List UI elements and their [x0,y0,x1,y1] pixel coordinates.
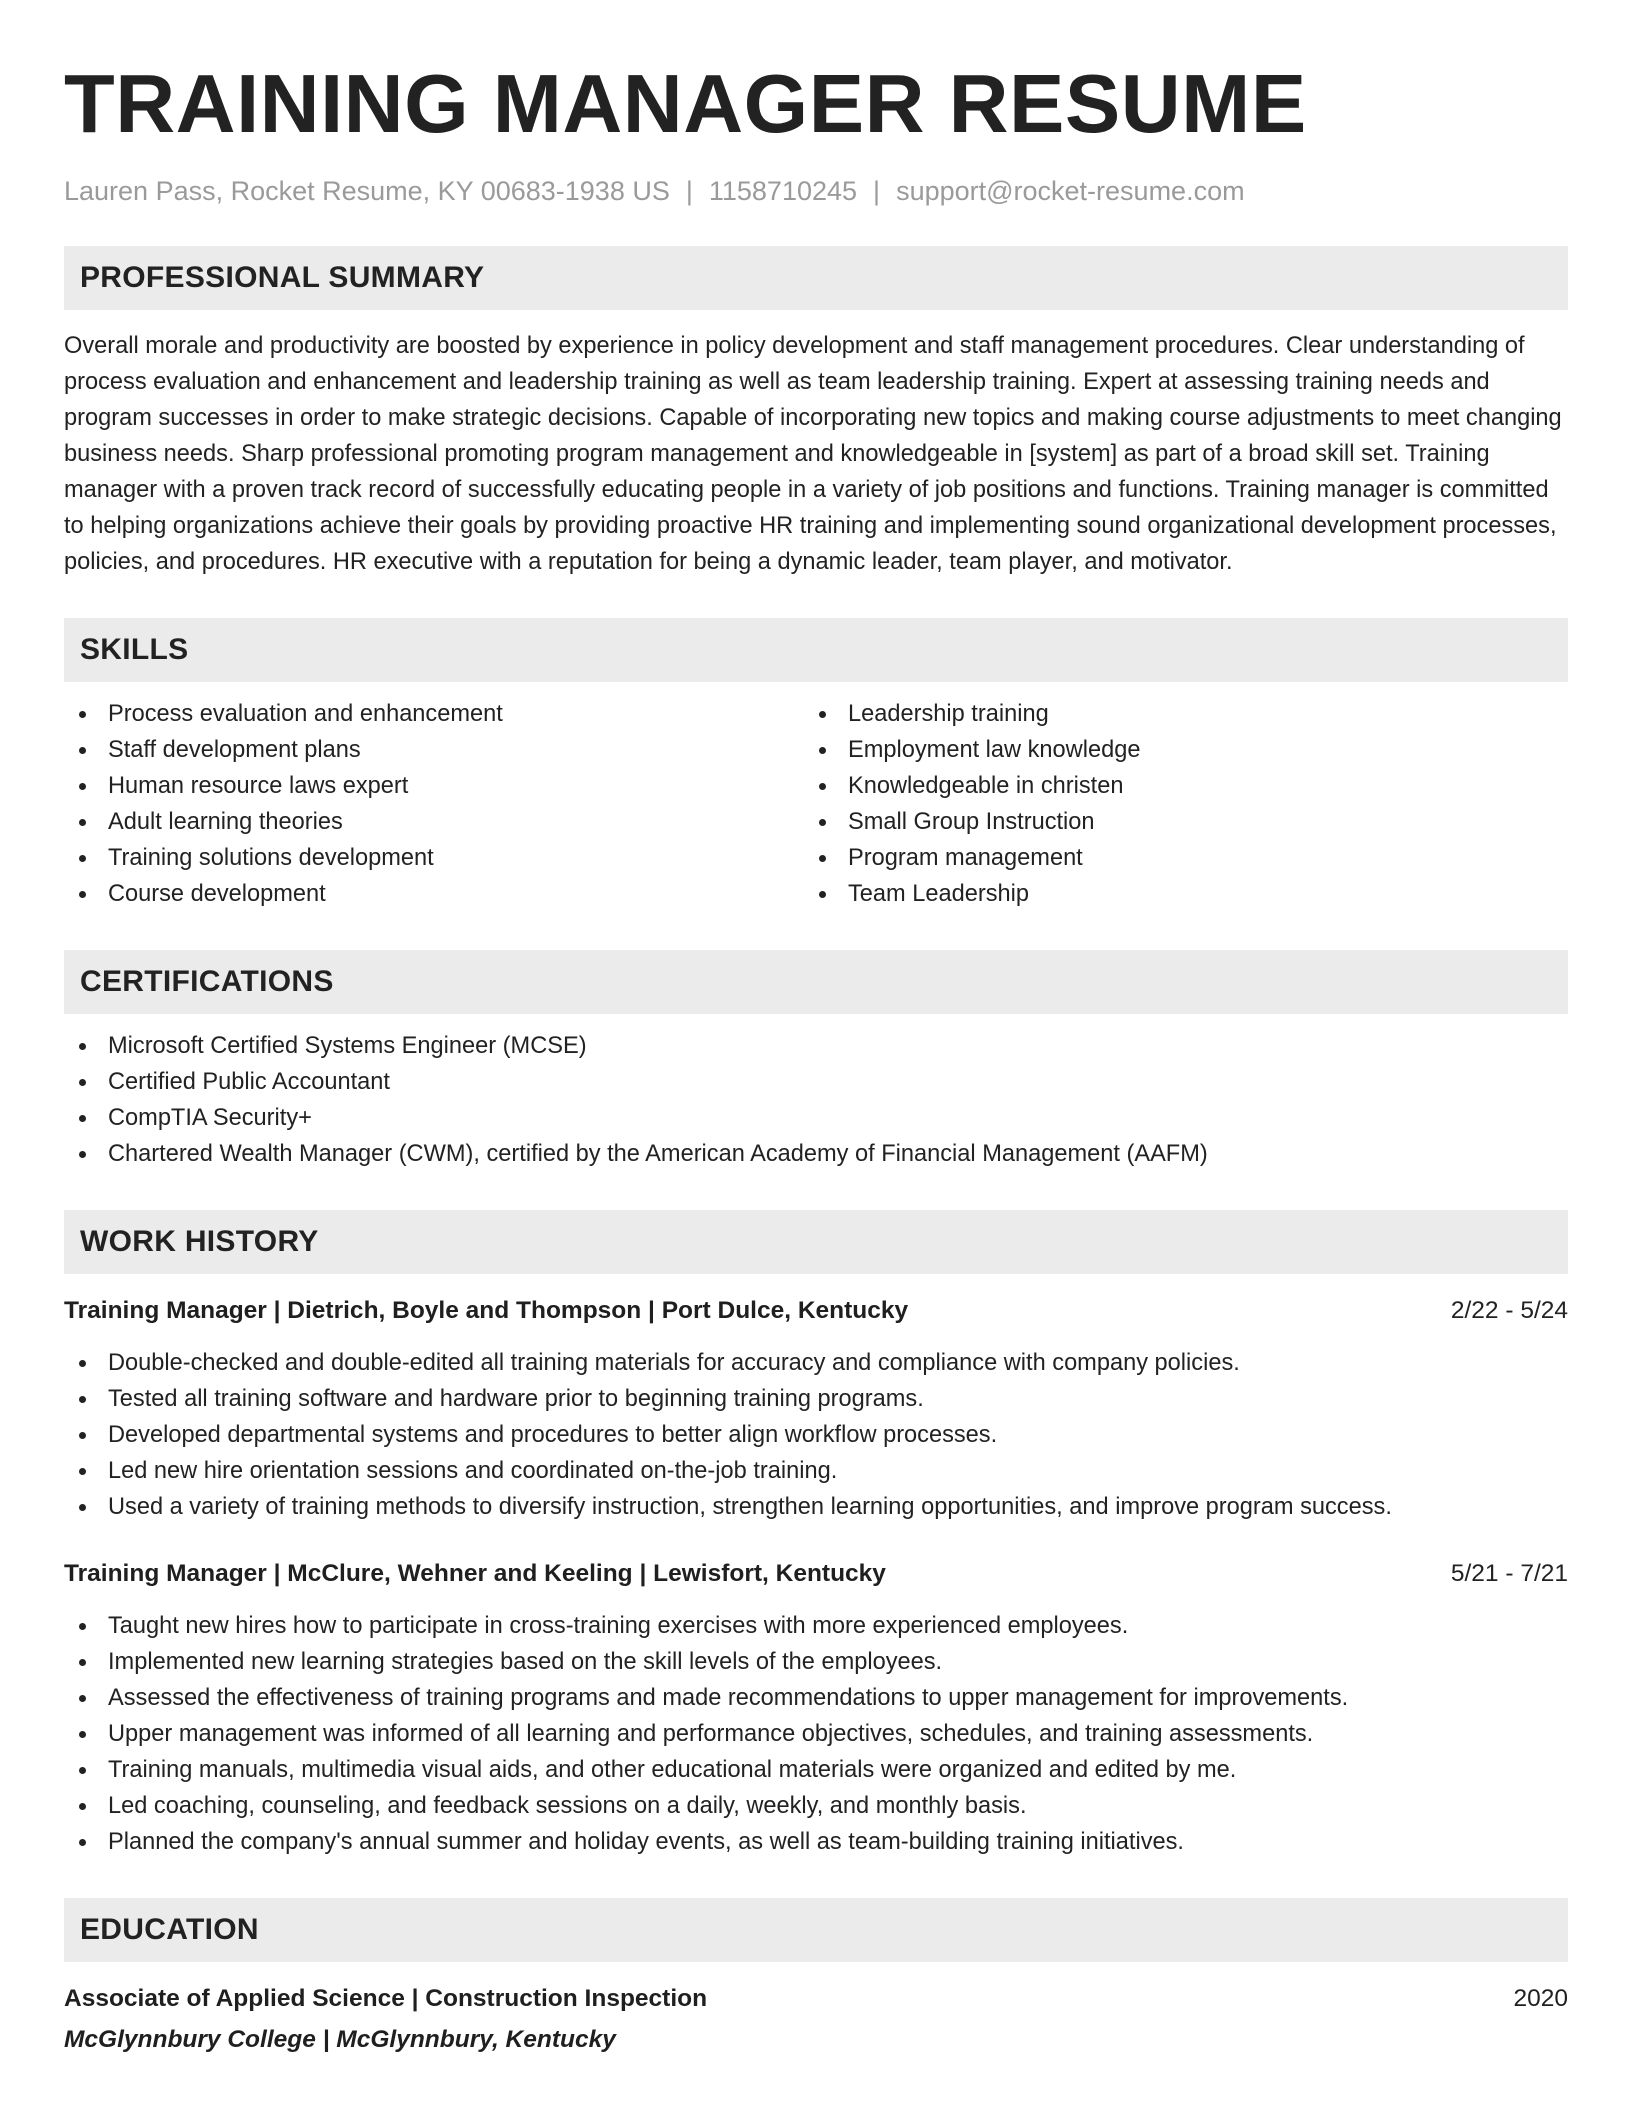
contact-phone: 1158710245 [708,176,858,206]
contact-separator: | [873,176,881,206]
summary-heading: PROFESSIONAL SUMMARY [64,246,1568,310]
education-header [64,1982,1568,2016]
job-bullet: Led coaching, counseling, and feedback sessions on a daily, weekly, and monthly basis. [64,1788,1568,1824]
contact-email: support@rocket-resume.com [896,176,1245,206]
education-school: McGlynnbury College | McGlynnbury, Kentucky [64,2026,616,2053]
skill-item: Process evaluation and enhancement [64,696,804,732]
contact-line [64,174,1568,208]
resume-title: TRAINING MANAGER RESUME [64,57,1307,150]
certification-item: Chartered Wealth Manager (CWM), certified by the American Academy of Financial Management (AAFM) [64,1136,1568,1172]
education-heading: EDUCATION [64,1898,1568,1962]
job-title: Training Manager | McClure, Wehner and Keeling | Lewisfort, Kentucky [64,1560,886,1587]
skills-heading: SKILLS [64,618,1568,682]
education-entry [64,1982,1568,2057]
job-bullet: Taught new hires how to participate in cross-training exercises with more experienced employees. [64,1608,1568,1644]
certification-item: Certified Public Accountant [64,1064,1568,1100]
education-degree: Associate of Applied Science | Construction Inspection [64,1985,708,2012]
skill-item: Program management [804,840,1544,876]
skill-item: Leadership training [804,696,1544,732]
contact-address: Lauren Pass, Rocket Resume, KY 00683-1938 US [64,176,670,206]
skills-grid [64,696,1568,912]
education-year: 2020 [1513,1985,1568,2012]
skill-item: Knowledgeable in christen [804,768,1544,804]
skill-item: Training solutions development [64,840,804,876]
skill-item: Staff development plans [64,732,804,768]
skills-left-column [64,696,804,912]
job-header [64,1294,1568,1328]
job-bullet: Training manuals, multimedia visual aids, and other educational materials were organized and edited by me. [64,1752,1568,1788]
certification-item: Microsoft Certified Systems Engineer (MCSE) [64,1028,1568,1064]
skills-right-column [804,696,1544,912]
job-entry [64,1557,1568,1860]
job-bullet: Used a variety of training methods to diversify instruction, strengthen learning opportunities, and improve program success. [64,1489,1568,1525]
job-entry [64,1294,1568,1525]
job-dates: 5/21 - 7/21 [1450,1560,1568,1587]
skill-item: Employment law knowledge [804,732,1544,768]
skill-item: Team Leadership [804,876,1544,912]
job-bullet: Double-checked and double-edited all training materials for accuracy and compliance with company policies. [64,1345,1568,1381]
job-header [64,1557,1568,1591]
job-bullet: Assessed the effectiveness of training programs and made recommendations to upper management for improvements. [64,1680,1568,1716]
work-history-heading: WORK HISTORY [64,1210,1568,1274]
skill-item: Adult learning theories [64,804,804,840]
job-bullet: Developed departmental systems and procedures to better align workflow processes. [64,1417,1568,1453]
skill-item: Human resource laws expert [64,768,804,804]
job-bullet: Upper management was informed of all learning and performance objectives, schedules, and training assessments. [64,1716,1568,1752]
skill-item: Course development [64,876,804,912]
job-bullet: Tested all training software and hardware prior to beginning training programs. [64,1381,1568,1417]
job-title: Training Manager | Dietrich, Boyle and Thompson | Port Dulce, Kentucky [64,1297,909,1324]
job-bullet: Planned the company's annual summer and holiday events, as well as team-building training initiatives. [64,1824,1568,1860]
contact-separator: | [685,176,693,206]
certifications-list [64,1028,1568,1172]
certification-item: CompTIA Security+ [64,1100,1568,1136]
job-bullets [64,1345,1568,1525]
job-dates: 2/22 - 5/24 [1450,1297,1568,1324]
summary-text: Overall morale and productivity are boosted by experience in policy development and staff management procedures. Clear understanding of process evaluation and enhancement and leadership training as well as team leadership training. Expert at assessing training needs and program successes in order to make strategic decisions. Capable of incorporating new topics and making course adjustments to meet changing business needs. Sharp professional promoting program management and knowledgeable in [system] as part of a broad skill set. Training manager with a proven track record of successfully educating people in a variety of job positions and functions. Training manager is committed to helping organizations achieve their goals by providing proactive HR training and implementing sound organizational development processes, policies, and procedures. HR executive with a reputation for being a dynamic leader, team player, and motivator. [64,333,1562,575]
job-bullet: Led new hire orientation sessions and coordinated on-the-job training. [64,1453,1568,1489]
job-bullet: Implemented new learning strategies based on the skill levels of the employees. [64,1644,1568,1680]
skill-item: Small Group Instruction [804,804,1544,840]
certifications-heading: CERTIFICATIONS [64,950,1568,1014]
job-bullets [64,1608,1568,1860]
